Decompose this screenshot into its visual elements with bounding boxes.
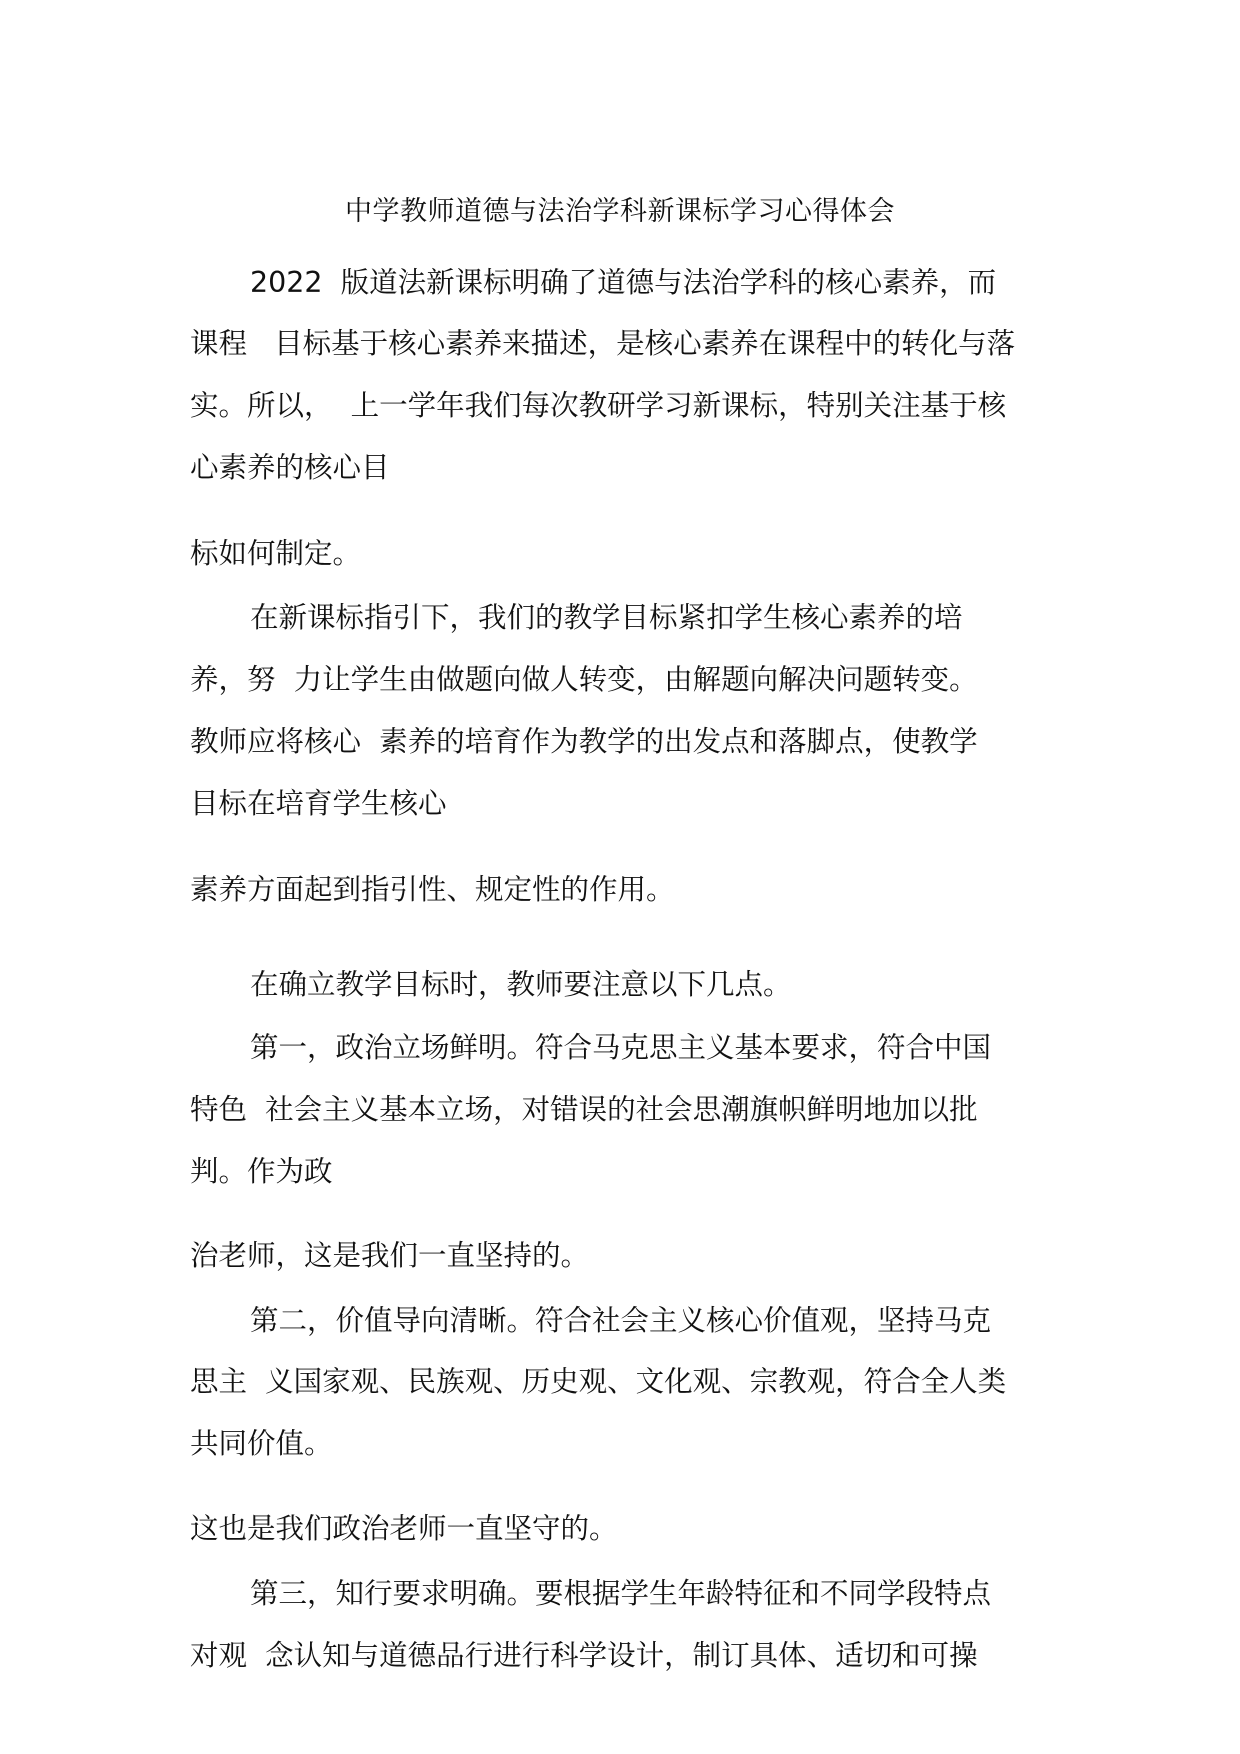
paragraph-line: 养，努 力让学生由做题向做人转变，由解题向解决问题转变。 — [190, 663, 978, 696]
paragraph-line: 特色 社会主义基本立场，对错误的社会思潮旗帜鲜明地加以批 — [190, 1093, 978, 1126]
paragraph-line: 第二，价值导向清晰。符合社会主义核心价值观，坚持马克 — [250, 1304, 992, 1337]
paragraph-line: 课程 目标基于核心素养来描述，是核心素养在课程中的转化与落 — [190, 327, 1016, 360]
paragraph-line: 这也是我们政治老师一直坚守的。 — [190, 1512, 618, 1545]
paragraph-line: 第一，政治立场鲜明。符合马克思主义基本要求，符合中国 — [250, 1031, 992, 1064]
paragraph-line: 标如何制定。 — [190, 537, 362, 570]
document-title: 中学教师道德与法治学科新课标学习心得体会 — [345, 196, 895, 227]
paragraph-line: 素养方面起到指引性、规定性的作用。 — [190, 873, 675, 906]
paragraph-line: 思主 义国家观、民族观、历史观、文化观、宗教观，符合全人类 — [190, 1365, 1007, 1398]
paragraph-line: 2022 版道法新课标明确了道德与法治学科的核心素养，而 — [250, 266, 997, 299]
paragraph-line: 心素养的核心目 — [190, 451, 390, 484]
paragraph-line: 判。作为政 — [190, 1155, 333, 1188]
paragraph-line: 共同价值。 — [190, 1427, 333, 1460]
paragraph-line: 在新课标指引下，我们的教学目标紧扣学生核心素养的培 — [250, 601, 963, 634]
paragraph-line: 在确立教学目标时，教师要注意以下几点。 — [250, 968, 792, 1001]
paragraph-line: 对观 念认知与道德品行进行科学设计，制订具体、适切和可操 — [190, 1639, 978, 1672]
paragraph-line: 目标在培育学生核心 — [190, 787, 447, 820]
paragraph-line: 第三，知行要求明确。要根据学生年龄特征和不同学段特点 — [250, 1577, 992, 1610]
paragraph-line: 实。所以， 上一学年我们每次教研学习新课标，特别关注基于核 — [190, 389, 1007, 422]
paragraph-line: 教师应将核心 素养的培育作为教学的出发点和落脚点，使教学 — [190, 725, 978, 758]
paragraph-line: 治老师，这是我们一直坚持的。 — [190, 1239, 590, 1272]
